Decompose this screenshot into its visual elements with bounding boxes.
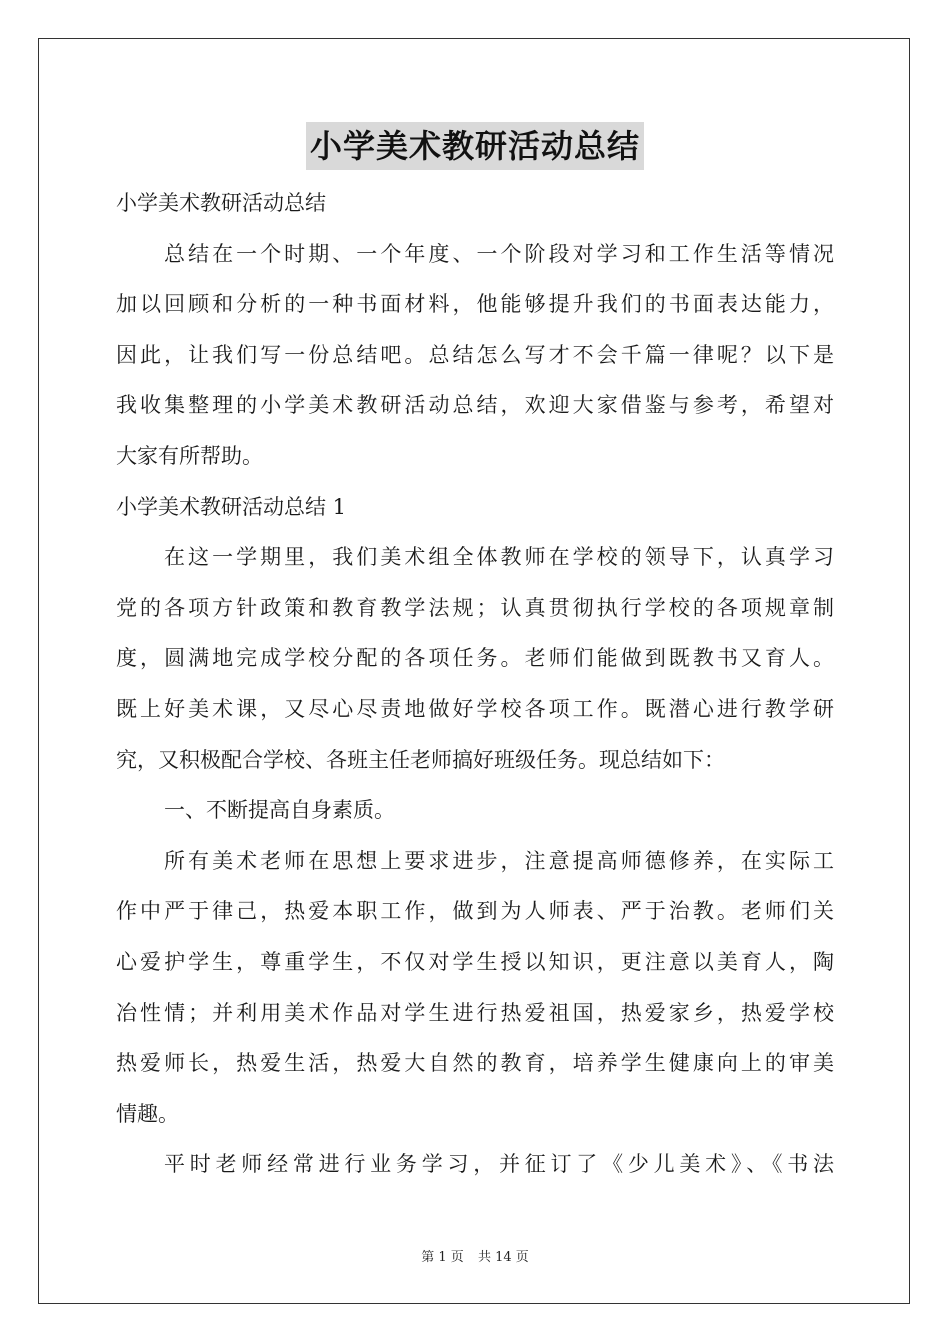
- text-line: 作中严于律己，热爱本职工作，做到为人师表、严于治教。老师们关: [116, 899, 834, 924]
- text-line: 度，圆满地完成学校分配的各项任务。老师们能做到既教书又育人。: [116, 646, 834, 671]
- total-pages: 共 14 页: [477, 1250, 529, 1265]
- text-line: 心爱护学生，尊重学生，不仅对学生授以知识，更注意以美育人，陶: [116, 949, 834, 974]
- text-line: 小学美术教研活动总结: [116, 191, 326, 215]
- text-line: 一、不断提高自身素质。: [164, 798, 395, 823]
- text-line: 党的各项方针政策和教育教学法规；认真贯彻执行学校的各项规章制: [116, 595, 834, 620]
- text-line: 平时老师经常进行业务学习，并征订了《少儿美术》、《书法: [164, 1152, 834, 1177]
- text-line: 总结在一个时期、一个年度、一个阶段对学习和工作生活等情况: [164, 241, 834, 266]
- title-container: [0, 122, 950, 170]
- document-title: 小学美术教研活动总结: [306, 122, 644, 170]
- text-line: 热爱师长，热爱生活，热爱大自然的教育，培养学生健康向上的审美: [116, 1051, 834, 1076]
- text-line: 我收集整理的小学美术教研活动总结，欢迎大家借鉴与参考，希望对: [116, 393, 834, 418]
- text-line: 情趣。: [116, 1101, 179, 1126]
- page-footer: [0, 1246, 950, 1265]
- text-line: 冶性情；并利用美术作品对学生进行热爱祖国，热爱家乡，热爱学校: [116, 1000, 834, 1025]
- page-number: 第 1 页: [421, 1250, 464, 1265]
- text-line: 大家有所帮助。: [116, 443, 263, 468]
- document-body: [116, 178, 834, 1190]
- text-line: 究，又积极配合学校、各班主任老师搞好班级任务。现总结如下：: [116, 747, 725, 772]
- text-line: 小学美术教研活动总结 1: [116, 494, 347, 519]
- text-line: 所有美术老师在思想上要求进步，注意提高师德修养，在实际工: [164, 848, 834, 873]
- text-line: 因此，让我们写一份总结吧。总结怎么写才不会千篇一律呢？以下是: [116, 342, 834, 367]
- text-line: 在这一学期里，我们美术组全体教师在学校的领导下，认真学习: [164, 545, 834, 570]
- text-line: 加以回顾和分析的一种书面材料，他能够提升我们的书面表达能力，: [116, 292, 834, 317]
- text-line: 既上好美术课，又尽心尽责地做好学校各项工作。既潜心进行教学研: [116, 696, 834, 721]
